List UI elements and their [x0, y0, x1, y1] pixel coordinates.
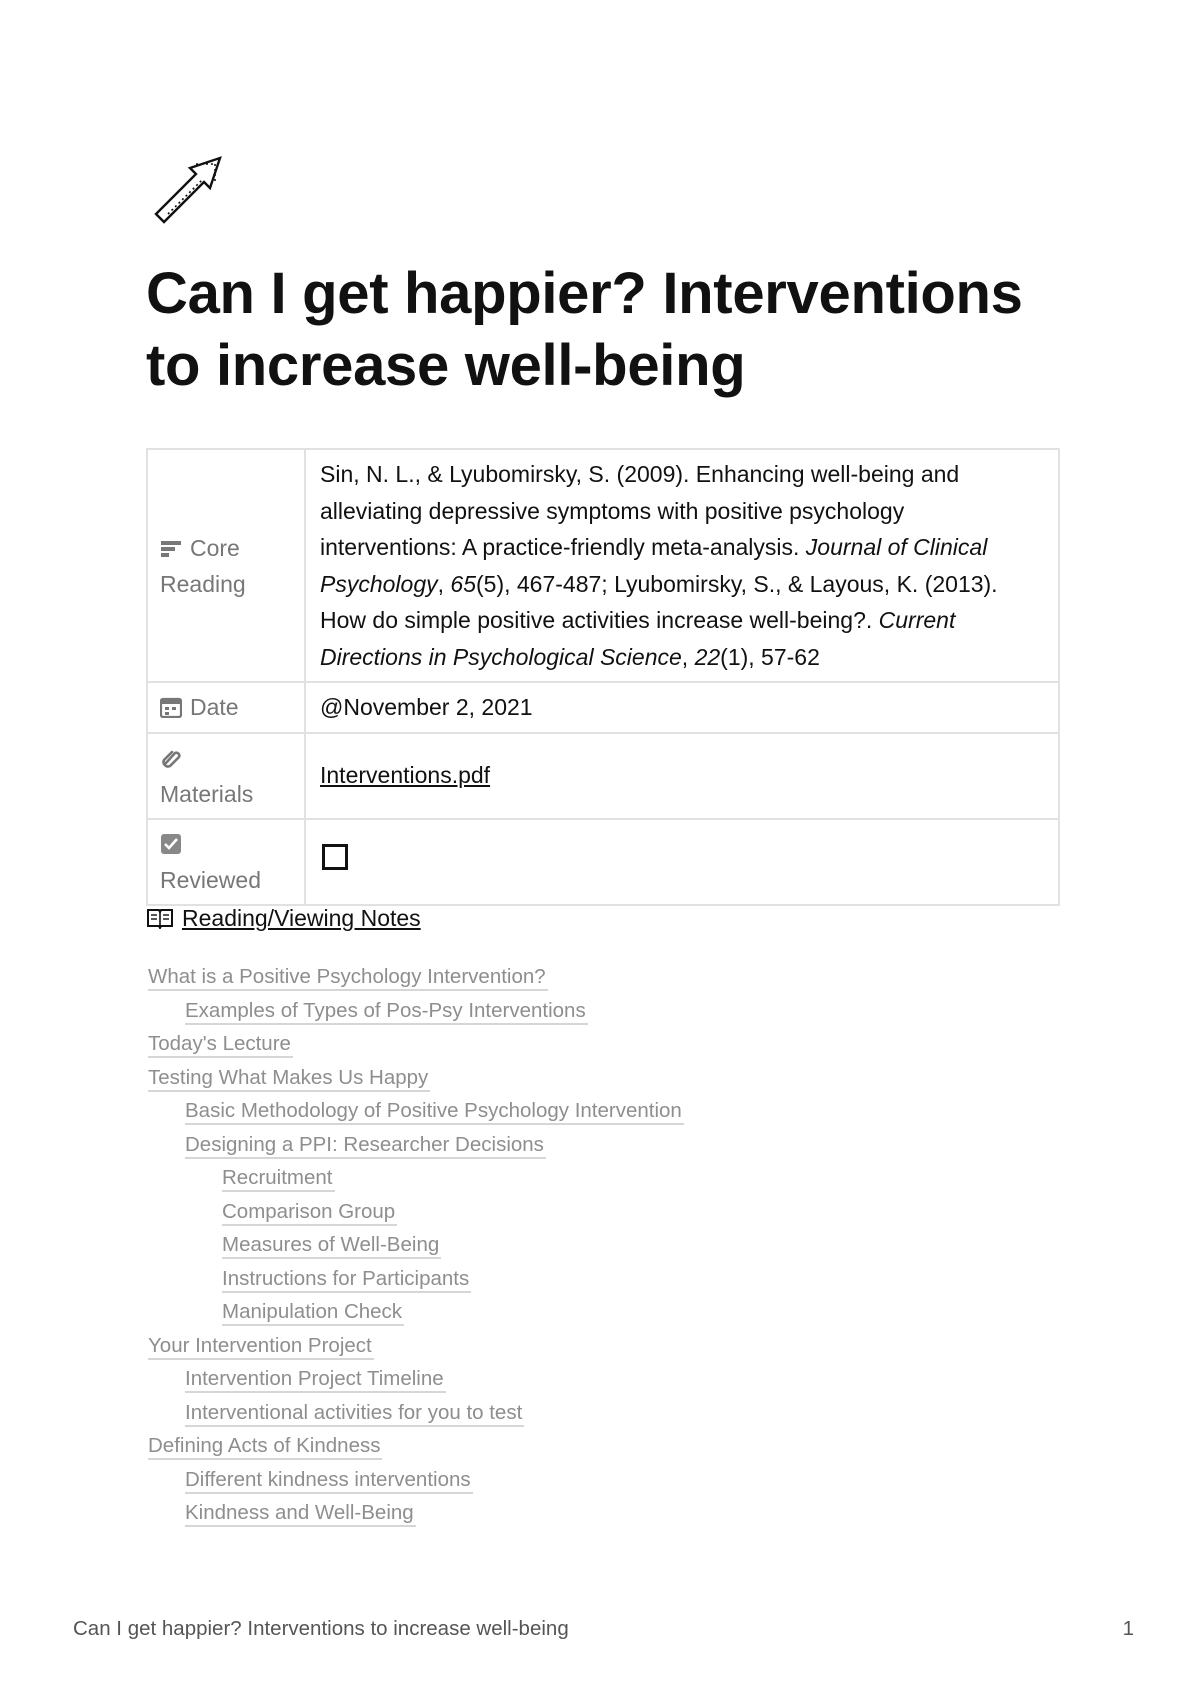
- toc-item-label: Comparison Group: [222, 1200, 397, 1226]
- citation-segment: ,: [437, 570, 451, 597]
- property-row-core-reading: [147, 449, 1059, 682]
- toc-item-label: Your Intervention Project: [148, 1334, 374, 1360]
- reviewed-checkbox[interactable]: [322, 844, 348, 870]
- toc-item[interactable]: [148, 1431, 1048, 1465]
- toc-item-label: Basic Methodology of Positive Psychology Intervention: [185, 1099, 684, 1125]
- toc-item-label: Testing What Makes Us Happy: [148, 1066, 430, 1092]
- citation-segment: 22: [694, 643, 721, 670]
- core-reading-label: Core Reading: [160, 534, 246, 597]
- date-label: Date: [190, 694, 239, 721]
- properties-table: [146, 448, 1060, 906]
- reading-notes-label: Reading/Viewing Notes: [182, 905, 421, 931]
- citation-segment: (1), 57-62: [720, 643, 820, 670]
- citation-segment: Journal of Clinical Psychology: [320, 534, 988, 597]
- arrow-up-right-icon: [152, 152, 226, 226]
- book-icon: [146, 907, 174, 929]
- toc-item-label: Defining Acts of Kindness: [148, 1434, 382, 1460]
- toc-item[interactable]: [148, 1297, 1048, 1331]
- checkbox-icon: [160, 833, 182, 855]
- property-name-materials: [147, 733, 305, 819]
- toc-item[interactable]: [148, 1398, 1048, 1432]
- materials-value: [305, 733, 1059, 819]
- reading-notes-link[interactable]: [146, 902, 421, 934]
- toc-item[interactable]: [148, 1063, 1048, 1097]
- page-title: Can I get happier? Interventions to increase well-being: [146, 261, 1023, 398]
- toc-item[interactable]: [148, 1364, 1048, 1398]
- toc-item-label: Recruitment: [222, 1166, 335, 1192]
- materials-file-link[interactable]: Interventions.pdf: [320, 762, 491, 789]
- toc-item[interactable]: [148, 1130, 1048, 1164]
- table-of-contents: [148, 962, 1048, 1532]
- citation-segment: (5), 467-487; Lyubomirsky, S., & Layous, K. (2013). How do simple positive activities increase well-being?.: [320, 570, 998, 633]
- toc-item[interactable]: [148, 1230, 1048, 1264]
- toc-item[interactable]: [148, 1264, 1048, 1298]
- toc-item-label: Instructions for Participants: [222, 1267, 471, 1293]
- property-name-reviewed: [147, 819, 305, 905]
- page-number: 1: [1122, 1617, 1134, 1640]
- toc-item-label: Different kindness interventions: [185, 1468, 473, 1494]
- toc-item[interactable]: [148, 1163, 1048, 1197]
- property-row-materials: [147, 733, 1059, 819]
- toc-item[interactable]: [148, 1029, 1048, 1063]
- toc-item-label: Interventional activities for you to test: [185, 1401, 524, 1427]
- toc-item-label: Kindness and Well-Being: [185, 1501, 416, 1527]
- property-name-date: [147, 682, 305, 733]
- date-value[interactable]: @November 2, 2021: [305, 682, 1059, 733]
- calendar-icon: [160, 696, 182, 718]
- footer-title: Can I get happier? Interventions to increase well-being: [73, 1617, 569, 1640]
- toc-item-label: Examples of Types of Pos-Psy Interventions: [185, 999, 588, 1025]
- property-row-date: [147, 682, 1059, 733]
- toc-item[interactable]: [148, 1197, 1048, 1231]
- citation-segment: Sin, N. L., & Lyubomirsky, S. (2009). Enhancing well-being and alleviating depressive symptoms with positive psychology interventions: A practice-friendly meta-analysis.: [320, 461, 960, 560]
- text-lines-icon: [160, 537, 182, 559]
- materials-label: Materials: [160, 780, 254, 807]
- paperclip-icon: [160, 747, 182, 769]
- reviewed-label: Reviewed: [160, 866, 261, 893]
- citation-segment: Current Directions in Psychological Science: [320, 607, 956, 670]
- citation-segment: 65: [450, 570, 476, 597]
- toc-item-label: What is a Positive Psychology Intervention?: [148, 965, 548, 991]
- toc-item[interactable]: [148, 1096, 1048, 1130]
- property-name-core-reading: [147, 449, 305, 682]
- toc-item-label: Designing a PPI: Researcher Decisions: [185, 1133, 546, 1159]
- toc-item[interactable]: [148, 996, 1048, 1030]
- toc-item[interactable]: [148, 962, 1048, 996]
- toc-item-label: Today's Lecture: [148, 1032, 293, 1058]
- toc-item[interactable]: [148, 1498, 1048, 1532]
- citation-segment: ,: [681, 643, 695, 670]
- reviewed-value: [305, 819, 1059, 905]
- toc-item[interactable]: [148, 1331, 1048, 1365]
- core-reading-value: [305, 449, 1059, 682]
- property-row-reviewed: [147, 819, 1059, 905]
- toc-item-label: Measures of Well-Being: [222, 1233, 441, 1259]
- toc-item[interactable]: [148, 1465, 1048, 1499]
- toc-item-label: Manipulation Check: [222, 1300, 404, 1326]
- toc-item-label: Intervention Project Timeline: [185, 1367, 446, 1393]
